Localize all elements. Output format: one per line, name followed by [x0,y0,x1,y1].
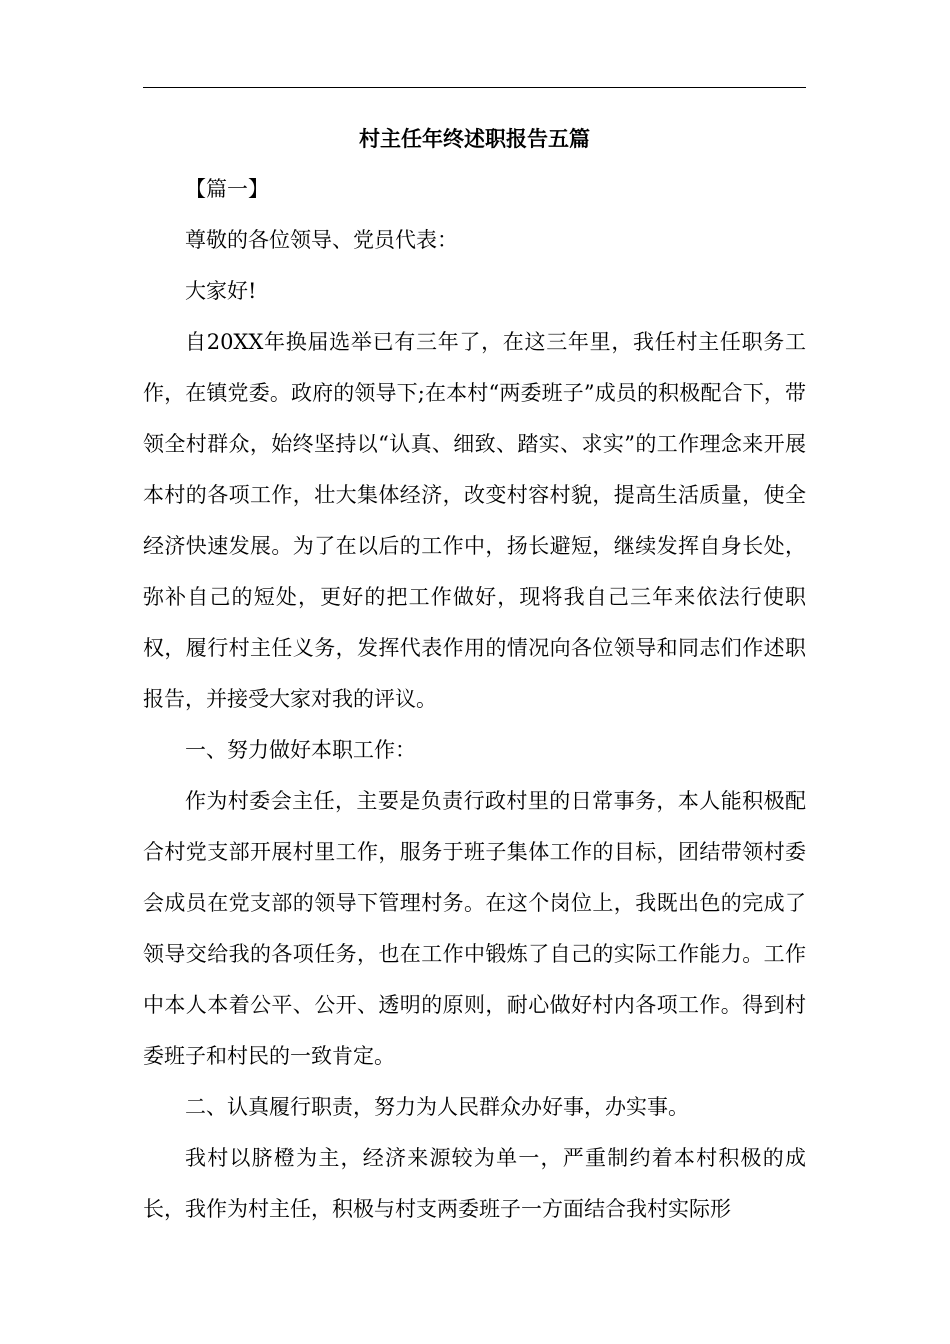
document-body [143,164,806,1235]
greeting: 大家好! [185,279,257,303]
body-paragraph: 我村以脐橙为主，经济来源较为单一，严重制约着本村积极的成长，我作为村主任，积极与村支两委班子一方面结合我村实际形 [143,1146,806,1221]
body-paragraph: 作为村委会主任，主要是负责行政村里的日常事务，本人能积极配合村党支部开展村里工作，服务于班子集体工作的目标，团结带领村委会成员在党支部的领导下管理村务。在这个岗位上，我既出色的完成了领导交给我的各项任务，也在工作中锻炼了自己的实际工作能力。工作中本人本着公平、公开、透明的原则，耐心做好村内各项工作。得到村委班子和村民的一致肯定。 [143,789,806,1068]
salutation: 尊敬的各位领导、党员代表： [185,228,458,252]
section-heading: 二、认真履行职责，努力为人民群众办好事，办实事。 [185,1095,689,1119]
body-paragraph: 自20XX年换届选举已有三年了，在这三年里，我任村主任职务工作，在镇党委。政府的领导下;在本村“两委班子”成员的积极配合下，带领全村群众，始终坚持以“认真、细致、踏实、求实”的工作理念来开展本村的各项工作，壮大集体经济，改变村容村貌，提高生活质量，使全经济快速发展。为了在以后的工作中，扬长避短，继续发挥自身长处，弥补自己的短处，更好的把工作做好，现将我自己三年来依法行使职权，履行村主任义务，发挥代表作用的情况向各位领导和同志们作述职报告，并接受大家对我的评议。 [143,330,806,711]
section-heading: 一、努力做好本职工作： [185,738,416,762]
section-heading-part-one: 【篇一】 [185,177,269,201]
header-rule [143,87,806,88]
document-title: 村主任年终述职报告五篇 [359,126,590,151]
